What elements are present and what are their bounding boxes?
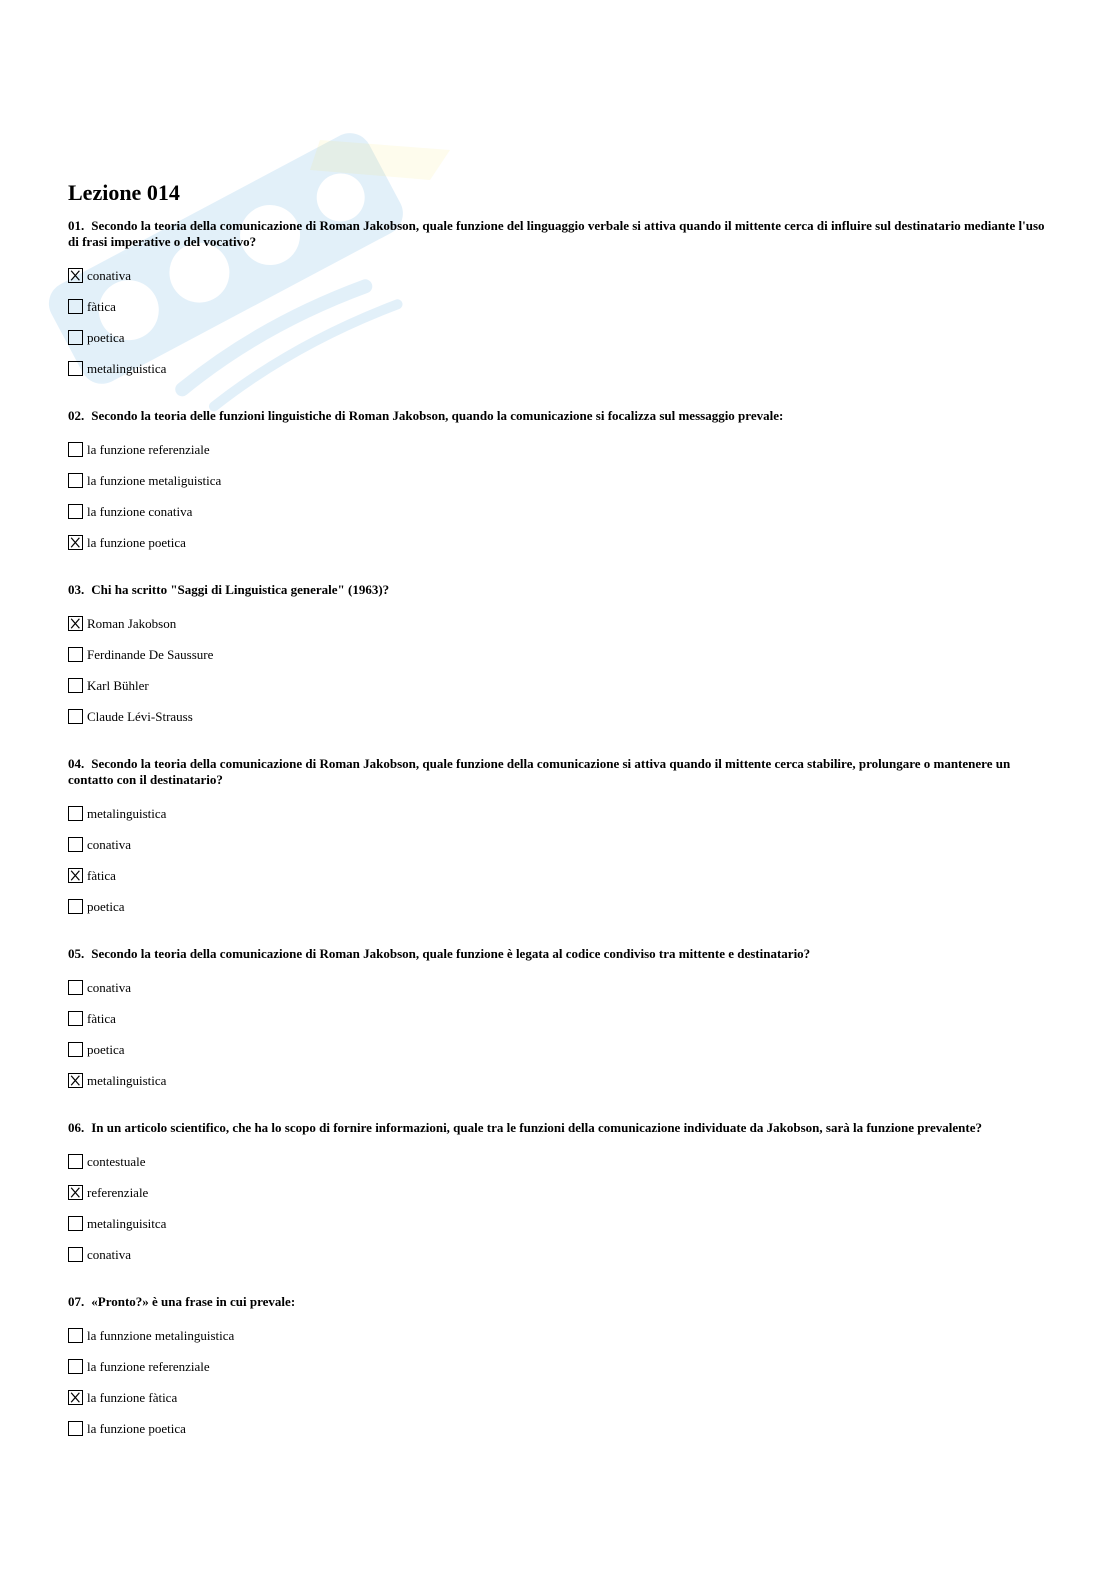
answer-option-label: la funzione poetica	[87, 534, 186, 550]
answer-option-label: poetica	[87, 1041, 125, 1057]
answer-option[interactable]	[68, 701, 1048, 732]
question-number: 03.	[68, 582, 85, 597]
answer-option[interactable]	[68, 1208, 1048, 1239]
answer-option[interactable]	[68, 1065, 1048, 1096]
checkbox-unchecked[interactable]	[68, 504, 83, 519]
question-text	[68, 946, 1048, 962]
answer-option[interactable]	[68, 1003, 1048, 1034]
question-number: 01.	[68, 218, 85, 233]
question-text	[68, 582, 1048, 598]
answer-option[interactable]	[68, 1034, 1048, 1065]
checkbox-unchecked[interactable]	[68, 647, 83, 662]
checkbox-unchecked[interactable]	[68, 1328, 83, 1343]
answer-option[interactable]	[68, 1413, 1048, 1444]
answer-option[interactable]	[68, 1382, 1048, 1413]
answer-option-label: metalinguistica	[87, 1072, 167, 1088]
question-block	[68, 1294, 1048, 1444]
answer-option-label: la funzione referenziale	[87, 1358, 210, 1374]
answer-option[interactable]	[68, 465, 1048, 496]
answer-option[interactable]	[68, 1351, 1048, 1382]
checkbox-unchecked[interactable]	[68, 1042, 83, 1057]
answer-option-label: fàtica	[87, 298, 116, 314]
question-text	[68, 756, 1048, 788]
checkbox-unchecked[interactable]	[68, 330, 83, 345]
answer-option-label: contestuale	[87, 1153, 146, 1169]
question-text	[68, 408, 1048, 424]
checkbox-checked[interactable]	[68, 616, 83, 631]
checkbox-checked[interactable]	[68, 1390, 83, 1405]
x-mark-icon	[69, 1391, 82, 1404]
answer-option-label: conativa	[87, 267, 132, 283]
answer-option-label: fàtica	[87, 867, 116, 883]
question-number: 07.	[68, 1294, 85, 1309]
question-block	[68, 1120, 1048, 1270]
answer-options	[68, 434, 1048, 558]
answer-option-label: referenziale	[87, 1184, 149, 1200]
checkbox-unchecked[interactable]	[68, 473, 83, 488]
question-number: 05.	[68, 946, 85, 961]
answer-option[interactable]	[68, 496, 1048, 527]
answer-option[interactable]	[68, 291, 1048, 322]
checkbox-unchecked[interactable]	[68, 806, 83, 821]
answer-option[interactable]	[68, 798, 1048, 829]
answer-option-label: conativa	[87, 1246, 132, 1262]
x-mark-icon	[69, 269, 82, 282]
answer-options	[68, 972, 1048, 1096]
question-prompt: In un articolo scientifico, che ha lo scopo di fornire informazioni, quale tra le funzioni della comunicazione individuate da Jakobson, sarà la funzione prevalente?	[91, 1120, 983, 1135]
answer-option[interactable]	[68, 527, 1048, 558]
answer-option[interactable]	[68, 639, 1048, 670]
answer-option-label: Claude Lévi-Strauss	[87, 708, 193, 724]
answer-option-label: metalinguistica	[87, 805, 167, 821]
checkbox-unchecked[interactable]	[68, 980, 83, 995]
answer-options	[68, 608, 1048, 732]
checkbox-unchecked[interactable]	[68, 1216, 83, 1231]
checkbox-checked[interactable]	[68, 535, 83, 550]
answer-option[interactable]	[68, 1146, 1048, 1177]
answer-options	[68, 1146, 1048, 1270]
checkbox-unchecked[interactable]	[68, 1421, 83, 1436]
answer-option[interactable]	[68, 608, 1048, 639]
question-block	[68, 946, 1048, 1096]
checkbox-unchecked[interactable]	[68, 442, 83, 457]
answer-option-label: Roman Jakobson	[87, 615, 177, 631]
checkbox-unchecked[interactable]	[68, 1359, 83, 1374]
answer-option[interactable]	[68, 1239, 1048, 1270]
answer-option[interactable]	[68, 891, 1048, 922]
question-prompt: Secondo la teoria delle funzioni linguistiche di Roman Jakobson, quando la comunicazione si focalizza sul messaggio prevale:	[91, 408, 784, 423]
answer-option[interactable]	[68, 353, 1048, 384]
checkbox-checked[interactable]	[68, 868, 83, 883]
answer-options	[68, 798, 1048, 922]
question-text	[68, 218, 1048, 250]
checkbox-unchecked[interactable]	[68, 899, 83, 914]
checkbox-unchecked[interactable]	[68, 299, 83, 314]
answer-option-label: la funzione metaliguistica	[87, 472, 222, 488]
answer-option[interactable]	[68, 670, 1048, 701]
answer-options	[68, 260, 1048, 384]
question-block	[68, 218, 1048, 384]
answer-option[interactable]	[68, 322, 1048, 353]
question-block	[68, 408, 1048, 558]
x-mark-icon	[69, 1186, 82, 1199]
checkbox-unchecked[interactable]	[68, 361, 83, 376]
answer-option-label: metalinguistica	[87, 360, 167, 376]
question-number: 06.	[68, 1120, 85, 1135]
answer-option-label: la funzione referenziale	[87, 441, 210, 457]
answer-option-label: la funzione poetica	[87, 1420, 186, 1436]
answer-option-label: Karl Bühler	[87, 677, 149, 693]
question-number: 04.	[68, 756, 85, 771]
checkbox-unchecked[interactable]	[68, 709, 83, 724]
answer-option-label: poetica	[87, 898, 125, 914]
question-block	[68, 582, 1048, 732]
question-prompt: Secondo la teoria della comunicazione di Roman Jakobson, quale funzione della comunicazione si attiva quando il mittente cerca stabilire, prolungare o mantenere un contatto con il destinatario?	[68, 756, 1011, 787]
answer-option[interactable]	[68, 1320, 1048, 1351]
checkbox-unchecked[interactable]	[68, 678, 83, 693]
answer-option[interactable]	[68, 434, 1048, 465]
x-mark-icon	[69, 536, 82, 549]
answer-option-label: metalinguisitca	[87, 1215, 167, 1231]
answer-option-label: conativa	[87, 836, 132, 852]
answer-option[interactable]	[68, 829, 1048, 860]
checkbox-checked[interactable]	[68, 1073, 83, 1088]
checkbox-unchecked[interactable]	[68, 1154, 83, 1169]
question-list	[68, 218, 1048, 1444]
answer-option-label: poetica	[87, 329, 125, 345]
quiz-page	[68, 178, 1048, 1468]
answer-option-label: fàtica	[87, 1010, 116, 1026]
x-mark-icon	[69, 617, 82, 630]
answer-options	[68, 1320, 1048, 1444]
question-prompt: Secondo la teoria della comunicazione di Roman Jakobson, quale funzione è legata al codice condiviso tra mittente e destinatario?	[91, 946, 811, 961]
answer-option[interactable]	[68, 1177, 1048, 1208]
question-prompt: Chi ha scritto "Saggi di Linguistica generale" (1963)?	[91, 582, 390, 597]
lesson-title: Lezione 014	[68, 180, 180, 205]
checkbox-checked[interactable]	[68, 268, 83, 283]
question-prompt: Secondo la teoria della comunicazione di Roman Jakobson, quale funzione del linguaggio verbale si attiva quando il mittente cerca di influire sul destinatario mediante l'uso di frasi imperative o del vocativo?	[68, 218, 1045, 249]
answer-option-label: la funzione conativa	[87, 503, 193, 519]
checkbox-unchecked[interactable]	[68, 1011, 83, 1026]
answer-option[interactable]	[68, 260, 1048, 291]
x-mark-icon	[69, 1074, 82, 1087]
question-number: 02.	[68, 408, 85, 423]
question-block	[68, 756, 1048, 922]
answer-option-label: la funzione fàtica	[87, 1389, 178, 1405]
checkbox-unchecked[interactable]	[68, 837, 83, 852]
answer-option[interactable]	[68, 972, 1048, 1003]
answer-option-label: Ferdinande De Saussure	[87, 646, 214, 662]
checkbox-checked[interactable]	[68, 1185, 83, 1200]
checkbox-unchecked[interactable]	[68, 1247, 83, 1262]
answer-option-label: conativa	[87, 979, 132, 995]
answer-option-label: la funnzione metalinguistica	[87, 1327, 235, 1343]
question-prompt: «Pronto?» è una frase in cui prevale:	[91, 1294, 296, 1309]
answer-option[interactable]	[68, 860, 1048, 891]
question-text	[68, 1294, 1048, 1310]
x-mark-icon	[69, 869, 82, 882]
question-text	[68, 1120, 1048, 1136]
